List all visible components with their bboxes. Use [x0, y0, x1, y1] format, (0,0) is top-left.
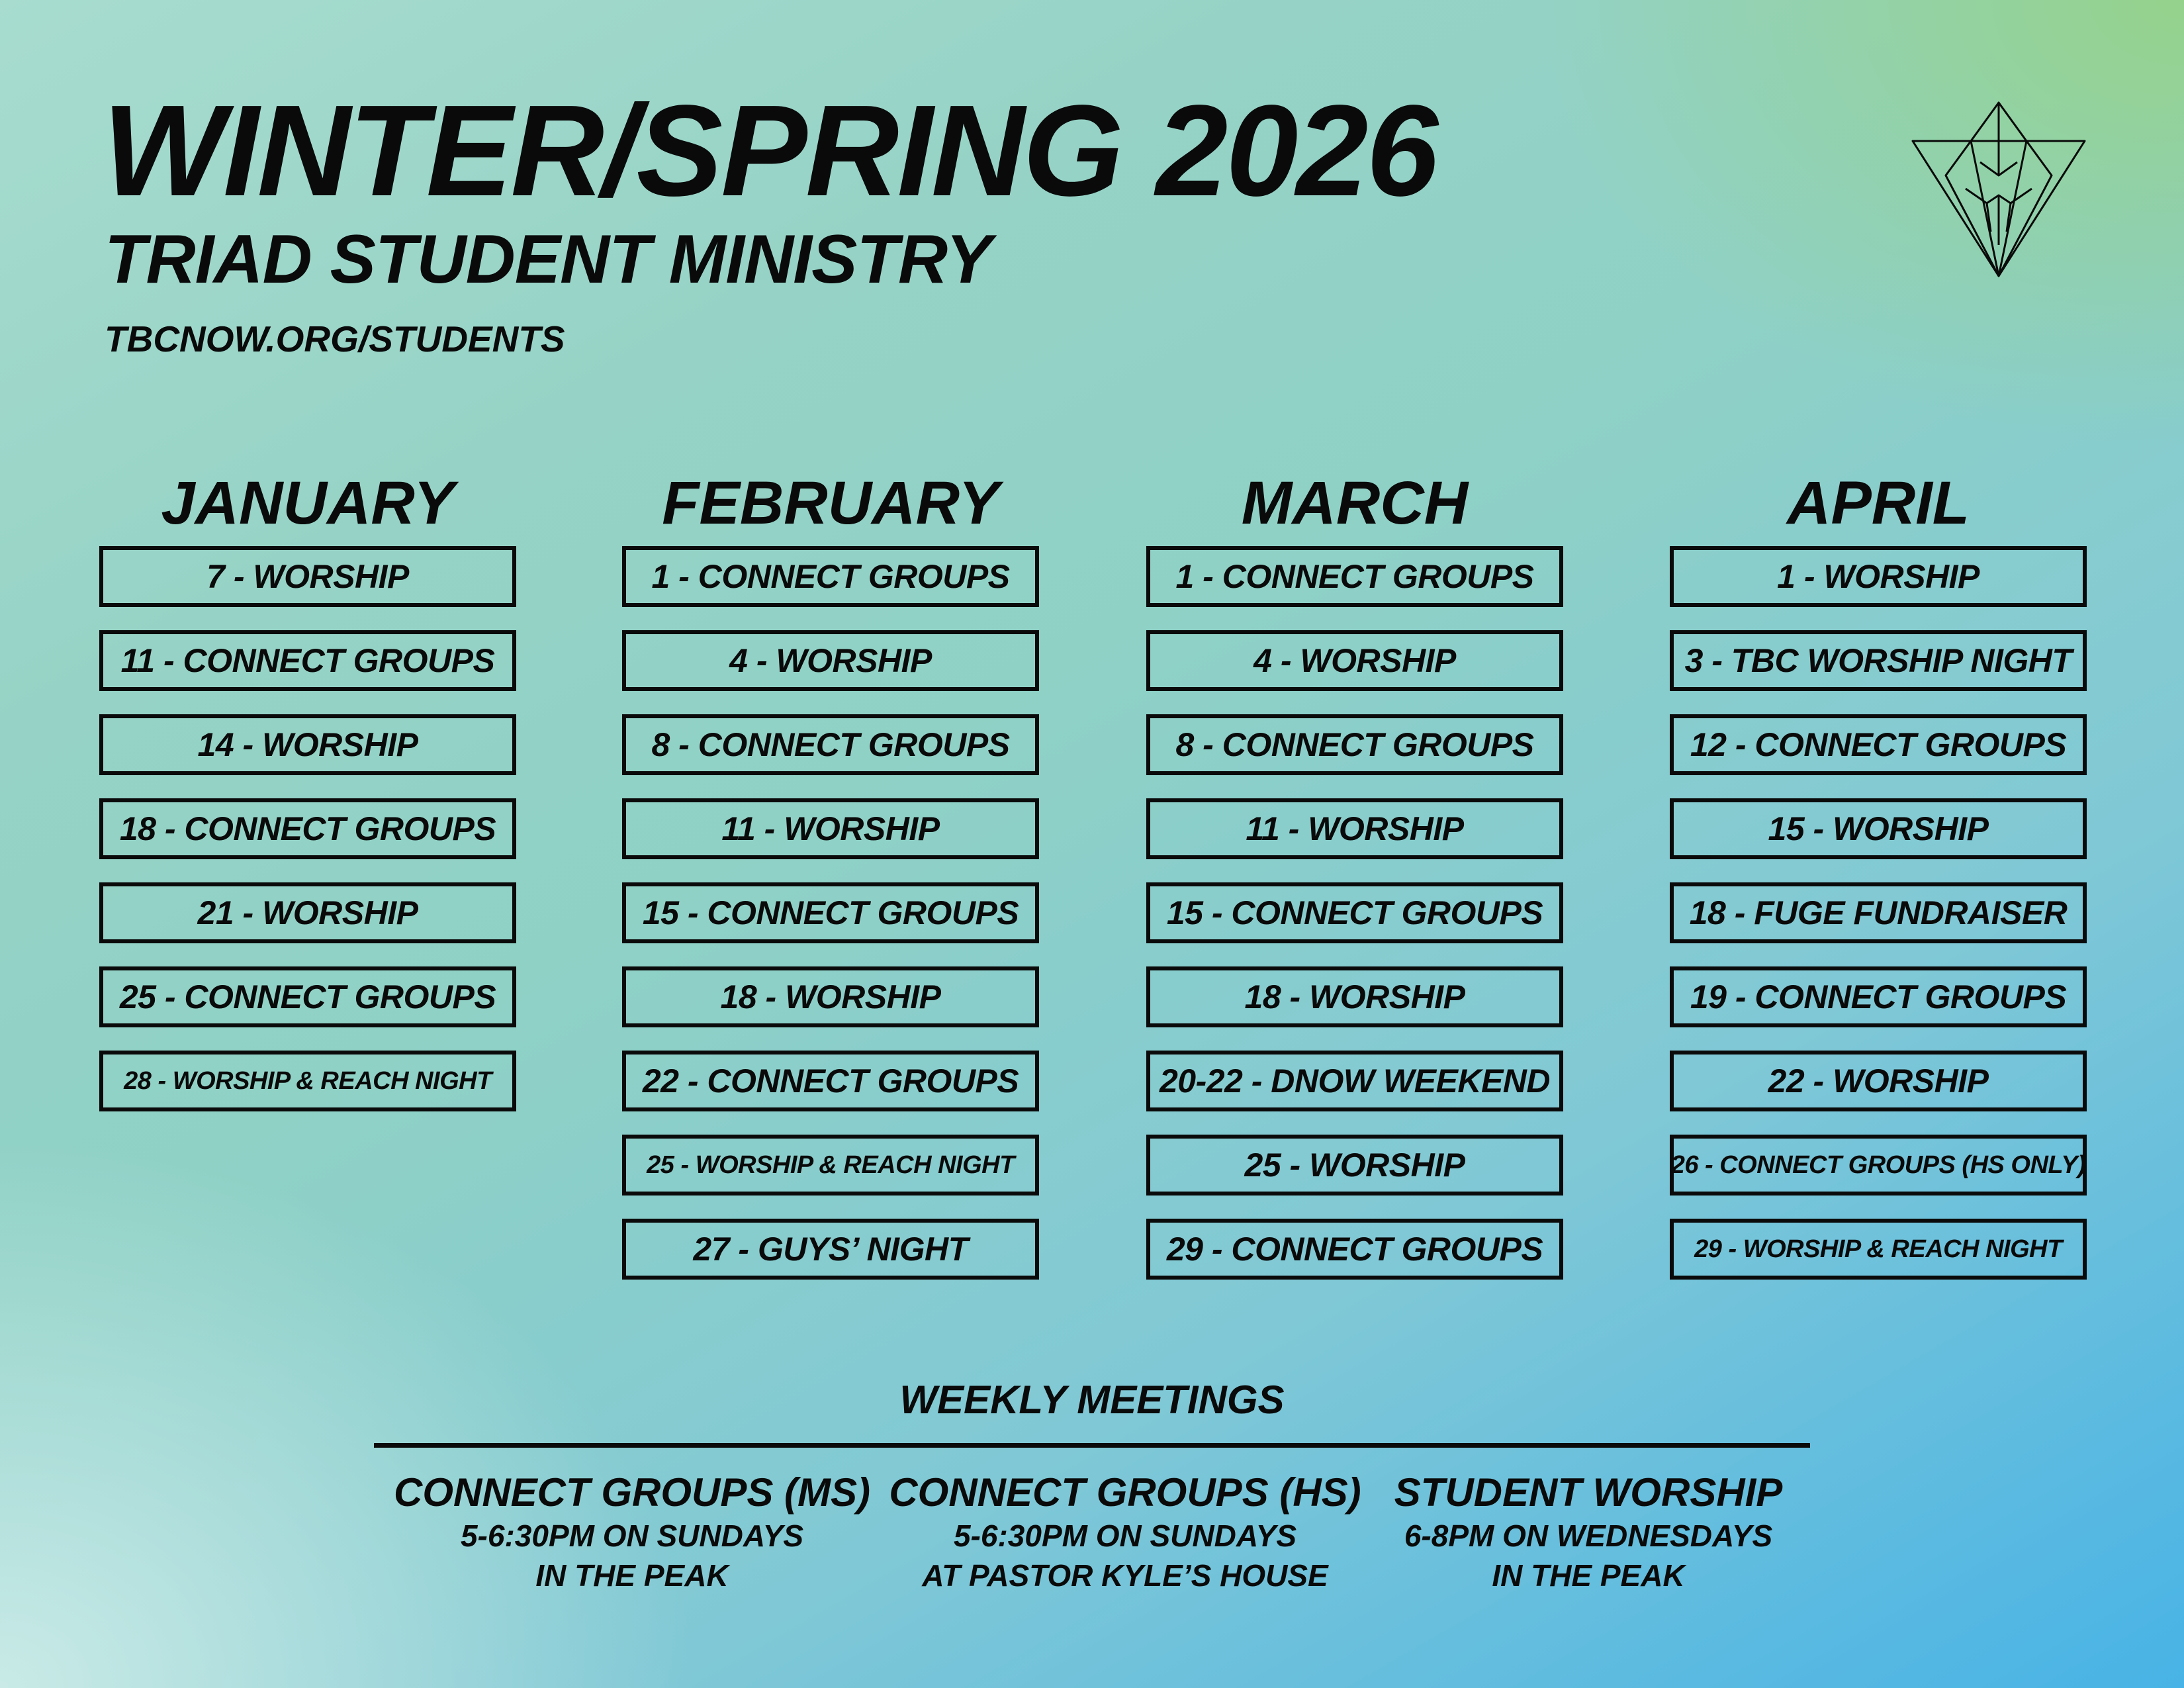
event-item: 28 - WORSHIP & REACH NIGHT: [99, 1051, 516, 1111]
event-item: 12 - CONNECT GROUPS: [1670, 714, 2087, 775]
event-item: 8 - CONNECT GROUPS: [622, 714, 1039, 775]
month-column-february: [622, 469, 1039, 1268]
event-item: 25 - CONNECT GROUPS: [99, 966, 516, 1027]
event-item: 14 - WORSHIP: [99, 714, 516, 775]
weekly-meeting-item: [1337, 1470, 1840, 1595]
event-item: 29 - CONNECT GROUPS: [1146, 1219, 1563, 1280]
meeting-name: CONNECT GROUPS (HS): [889, 1470, 1361, 1515]
month-heading: MARCH: [1241, 469, 1469, 537]
website-link[interactable]: TBCNOW.ORG/STUDENTS: [105, 318, 565, 359]
event-item: 25 - WORSHIP & REACH NIGHT: [622, 1135, 1039, 1196]
event-item: 1 - CONNECT GROUPS: [1146, 546, 1563, 607]
event-item: 11 - CONNECT GROUPS: [99, 630, 516, 691]
month-column-january: [99, 469, 516, 1095]
meeting-time: 5-6:30PM ON SUNDAYS: [460, 1519, 804, 1553]
weekly-divider: [374, 1443, 1810, 1448]
meeting-location: IN THE PEAK: [1492, 1558, 1685, 1593]
mountain-triangle-logo-icon: [1906, 96, 2091, 281]
event-item: 26 - CONNECT GROUPS (HS ONLY): [1670, 1135, 2087, 1196]
event-item: 27 - GUYS’ NIGHT: [622, 1219, 1039, 1280]
event-item: 22 - CONNECT GROUPS: [622, 1051, 1039, 1111]
event-item: 3 - TBC WORSHIP NIGHT: [1670, 630, 2087, 691]
event-item: 7 - WORSHIP: [99, 546, 516, 607]
event-item: 15 - CONNECT GROUPS: [1146, 882, 1563, 943]
event-item: 21 - WORSHIP: [99, 882, 516, 943]
event-item: 19 - CONNECT GROUPS: [1670, 966, 2087, 1027]
meeting-name: CONNECT GROUPS (MS): [394, 1470, 870, 1515]
weekly-meeting-item: [381, 1470, 884, 1595]
event-item: 18 - CONNECT GROUPS: [99, 798, 516, 859]
event-item: 29 - WORSHIP & REACH NIGHT: [1670, 1219, 2087, 1280]
meeting-location: IN THE PEAK: [535, 1558, 729, 1593]
event-item: 4 - WORSHIP: [1146, 630, 1563, 691]
meeting-time: 6-8PM ON WEDNESDAYS: [1404, 1519, 1773, 1553]
month-heading: FEBRUARY: [662, 469, 999, 537]
meeting-time: 5-6:30PM ON SUNDAYS: [953, 1519, 1297, 1553]
event-item: 20-22 - DNOW WEEKEND: [1146, 1051, 1563, 1111]
meeting-location: AT PASTOR KYLE’S HOUSE: [922, 1558, 1328, 1593]
month-heading: JANUARY: [161, 469, 455, 537]
page-title: WINTER/SPRING 2026: [103, 78, 1437, 223]
event-item: 11 - WORSHIP: [1146, 798, 1563, 859]
event-item: 8 - CONNECT GROUPS: [1146, 714, 1563, 775]
month-column-april: [1670, 469, 2087, 1263]
event-item: 1 - WORSHIP: [1670, 546, 2087, 607]
event-item: 18 - FUGE FUNDRAISER: [1670, 882, 2087, 943]
month-column-march: [1146, 469, 1563, 1268]
event-item: 25 - WORSHIP: [1146, 1135, 1563, 1196]
event-item: 18 - WORSHIP: [1146, 966, 1563, 1027]
weekly-meetings-title: WEEKLY MEETINGS: [899, 1378, 1285, 1422]
event-item: 15 - CONNECT GROUPS: [622, 882, 1039, 943]
event-item: 22 - WORSHIP: [1670, 1051, 2087, 1111]
event-item: 4 - WORSHIP: [622, 630, 1039, 691]
event-item: 11 - WORSHIP: [622, 798, 1039, 859]
event-item: 15 - WORSHIP: [1670, 798, 2087, 859]
event-item: 1 - CONNECT GROUPS: [622, 546, 1039, 607]
weekly-meeting-item: [874, 1470, 1377, 1595]
page-subtitle: TRIAD STUDENT MINISTRY: [105, 221, 991, 298]
month-heading: APRIL: [1787, 469, 1970, 537]
event-item: 18 - WORSHIP: [622, 966, 1039, 1027]
meeting-name: STUDENT WORSHIP: [1394, 1470, 1783, 1515]
